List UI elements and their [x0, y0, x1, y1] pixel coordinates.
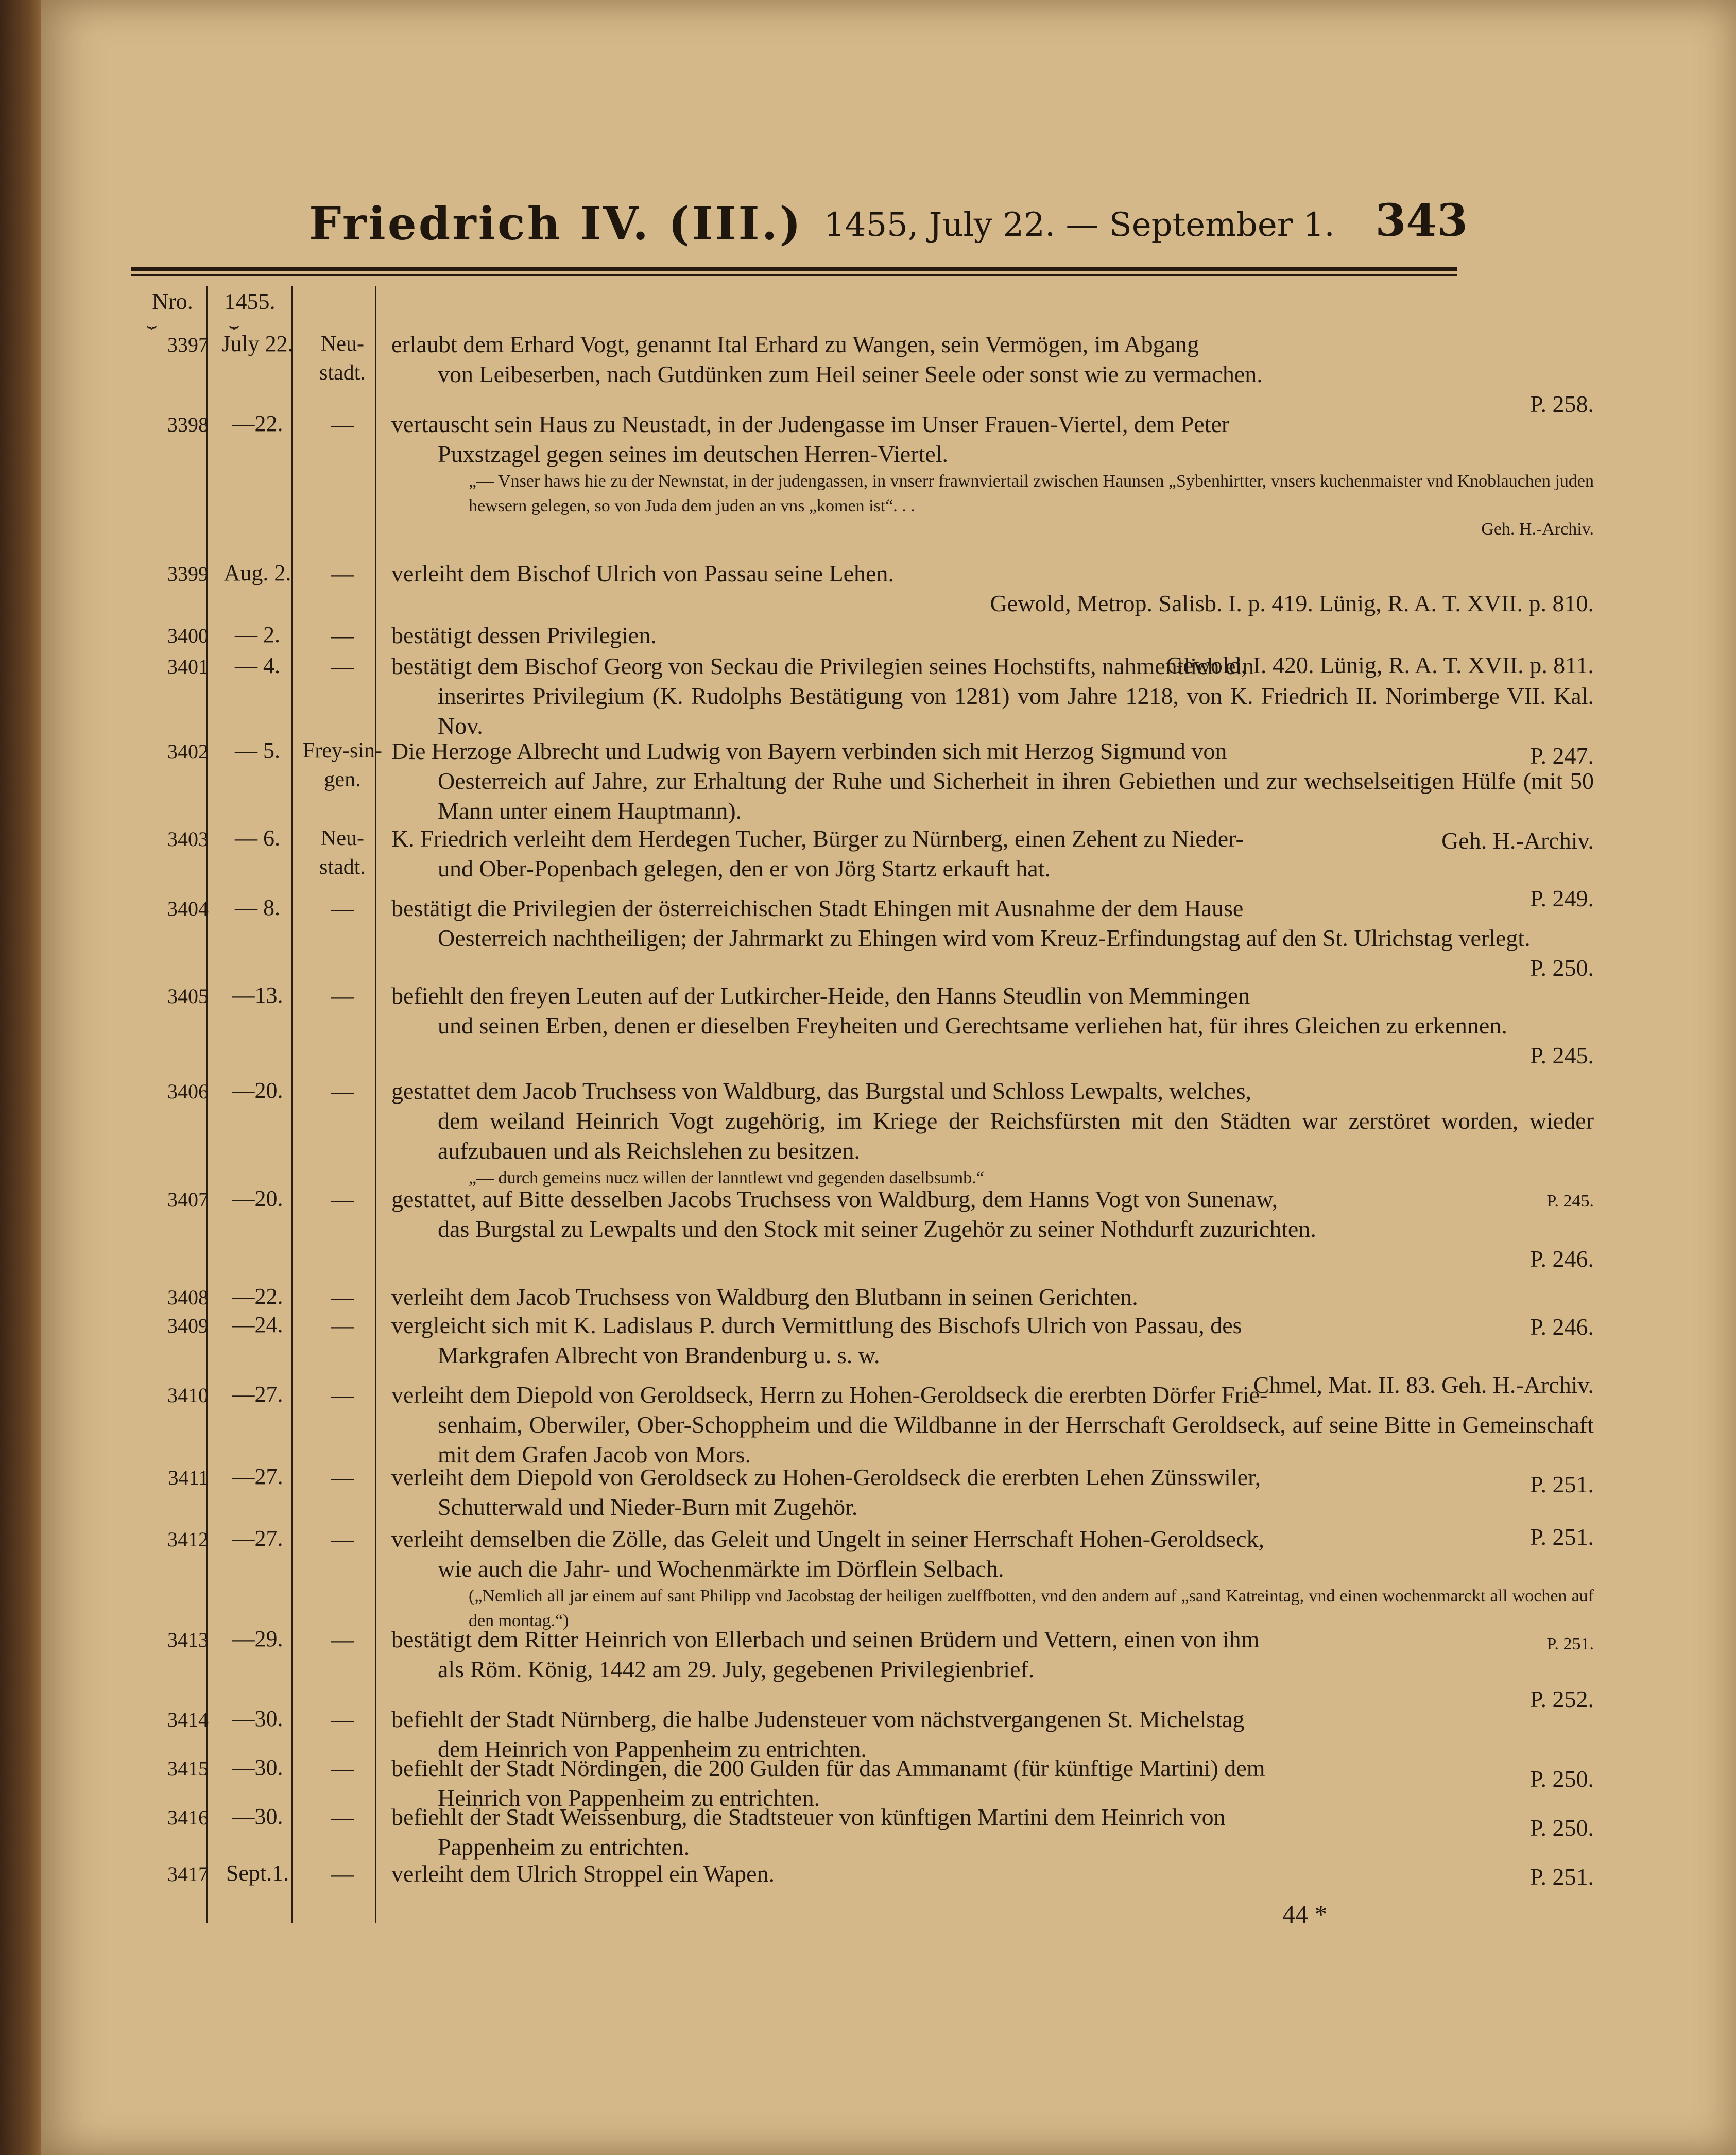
page-header	[309, 191, 1468, 257]
entry-place: —	[331, 1383, 354, 1408]
entry-text-first: befiehlt der Stadt Weissenburg, die Stadtsteuer von künftigen Martini dem Heinrich von	[391, 1804, 1226, 1830]
entry-number: 3411	[168, 1466, 209, 1489]
entry-text-continued: von Leibeserben, nach Gutdünken zum Heil seiner Seele oder sonst wie zu vermachen.	[438, 361, 1263, 387]
entry-date: — 5.	[235, 738, 280, 763]
entry-number: 3405	[167, 985, 209, 1008]
entry-date: —20.	[232, 1186, 283, 1211]
entry-text-first: befiehlt der Stadt Nürnberg, die halbe Judensteuer vom nächstvergangenen St. Michelstag	[391, 1706, 1245, 1732]
entry-text-first: bestätigt dem Ritter Heinrich von Ellerbach und seinen Brüdern und Vettern, einen von ihm	[391, 1626, 1260, 1652]
entry-text-continued: wie auch die Jahr- und Wochenmärkte im Dörflein Selbach.	[438, 1556, 1004, 1582]
entry-source: P. 250.	[1530, 955, 1594, 981]
entry-text-continued: dem Heinrich von Pappenheim zu entrichten.	[438, 1736, 867, 1762]
entry-text	[391, 893, 1594, 983]
entry-place: —	[331, 1313, 354, 1338]
entry-number: 3409	[167, 1314, 209, 1337]
entry-date: Aug. 2.	[224, 560, 291, 585]
entry-text-first: verleiht dem Bischof Ulrich von Passau seine Lehen.	[391, 560, 894, 587]
entry-text	[391, 330, 1594, 419]
entry-text-continued: Markgrafen Albrecht von Brandenburg u. s. w.	[438, 1342, 880, 1368]
entry-text-continued: als Röm. König, 1442 am 29. July, gegebenen Privilegienbrief.	[438, 1656, 1035, 1682]
entry-date: —30.	[232, 1804, 283, 1829]
entry-number: 3408	[167, 1286, 209, 1309]
entry-date: — 8.	[235, 895, 280, 920]
entry-text-first: verleiht dem Diepold von Geroldseck, Herrn zu Hohen-Geroldseck die ererbten Dörfer Frie-	[391, 1382, 1268, 1408]
entry-number: 3412	[167, 1528, 209, 1551]
entry-text-continued: Pappenheim zu entrichten.	[438, 1834, 690, 1860]
entry-number: 3399	[167, 562, 209, 585]
entry-place: —	[331, 654, 354, 679]
entry-source: P. 246.	[1530, 1314, 1594, 1340]
entry-date: Sept.1.	[226, 1860, 289, 1886]
entry-text-first: vergleicht sich mit K. Ladislaus P. durch Vermittlung des Bischofs Ulrich von Passau, des	[391, 1312, 1242, 1338]
entry-text	[391, 559, 1594, 618]
entry-number: 3415	[167, 1757, 209, 1780]
entry-number: 3400	[167, 624, 209, 647]
entry-text-first: verleiht dem Ulrich Stroppel ein Wapen.	[391, 1860, 775, 1887]
entry-place: Neu-stadt.	[319, 826, 366, 879]
entry-number: 3417	[167, 1863, 209, 1886]
entry-text-first: bestätigt die Privilegien der österreichischen Stadt Ehingen mit Ausnahme der dem Hause	[391, 895, 1244, 921]
column-header-year: 1455.	[224, 289, 276, 314]
entry-text	[391, 1859, 1594, 1889]
entry-number: 3416	[167, 1806, 209, 1829]
entry-text-continued: Heinrich von Pappenheim zu entrichten.	[438, 1785, 820, 1811]
entry-source: P. 249.	[1530, 885, 1594, 911]
entry-date: —30.	[232, 1706, 283, 1731]
entry-date: July 22.	[221, 331, 294, 356]
entry-source: P. 252.	[1530, 1686, 1594, 1712]
entry-source: P. 247.	[1530, 743, 1594, 769]
entry-number: 3410	[167, 1384, 209, 1407]
entry-number: 3413	[167, 1628, 209, 1651]
entry-place: —	[331, 1465, 354, 1490]
entry-place: Neu-stadt.	[319, 332, 366, 385]
entry-text-first: K. Friedrich verleiht dem Herdegen Tucher, Bürger zu Nürnberg, einen Zehent zu Nieder-	[391, 825, 1244, 852]
entry-place: —	[331, 561, 354, 587]
entry-source: Geh. H.-Archiv.	[1441, 827, 1594, 854]
entry-place: —	[331, 623, 354, 648]
entry-text	[391, 1625, 1594, 1714]
entry-text-first: bestätigt dessen Privilegien.	[391, 622, 657, 648]
entry-text-first: verleiht dem Jacob Truchsess von Waldburg den Blutbann in seinen Gerichten.	[391, 1284, 1138, 1310]
entry-number: 3403	[167, 827, 209, 851]
entry-text-continued: Oesterreich auf Jahre, zur Erhaltung der Ruhe und Sicherheit in ihren Gebiethen und zur wechselseitigen Hülfe (mit 50 Mann unter einem Hauptmann).	[438, 768, 1594, 824]
entry-date: — 2.	[235, 622, 280, 647]
book-spine	[0, 0, 41, 2155]
entry-text-first: verleiht dem Diepold von Geroldseck zu Hohen-Geroldseck die ererbten Lehen Zünsswiler,	[391, 1464, 1261, 1490]
entry-source: P. 251.	[1530, 1471, 1594, 1497]
header-rule-thick	[131, 267, 1457, 271]
entry-text-continued: und Ober-Popenbach gelegen, den er von Jörg Startz erkauft hat.	[438, 855, 1051, 882]
entry-text-first: vertauscht sein Haus zu Neustadt, in der Judengasse im Unser Frauen-Viertel, dem Peter	[391, 411, 1230, 437]
entry-number: 3402	[167, 740, 209, 763]
entry-place: Frey-sin-gen.	[303, 739, 382, 791]
entry-date: —24.	[232, 1312, 283, 1337]
page-title: Friedrich IV. (III.)	[309, 197, 803, 250]
entry-source: P. 251.	[1530, 1524, 1594, 1550]
entry-text-first: befiehlt den freyen Leuten auf der Lutkircher-Heide, den Hanns Steudlin von Memmingen	[391, 982, 1250, 1009]
entry-text-continued: inserirtes Privilegium (K. Rudolphs Bestätigung von 1281) vom Jahre 1218, von K. Friedrich II. Norimberge VII. Kal. Nov.	[438, 683, 1594, 739]
entry-place: —	[331, 984, 354, 1009]
entry-date: —13.	[232, 982, 283, 1008]
entry-text-first: gestattet, auf Bitte desselben Jacobs Truchsess von Waldburg, dem Hanns Vogt von Sunenaw,	[391, 1186, 1278, 1212]
entry-place: —	[331, 1285, 354, 1310]
entry-text-continued: und seinen Erben, denen er dieselben Freyheiten und Gerechtsame verliehen hat, für ihres Gleichen zu erkennen.	[438, 1012, 1507, 1039]
entry-date: —22.	[232, 1284, 283, 1309]
entry-source: P. 251.	[1530, 1864, 1594, 1890]
entry-date: —22.	[232, 411, 283, 436]
entry-source: Gewold, Metrop. Salisb. I. p. 419. Lünig, R. A. T. XVII. p. 810.	[990, 590, 1594, 616]
entry-place: —	[331, 1805, 354, 1830]
page-date-range: 1455, July 22. — September 1.	[824, 206, 1335, 244]
entry-quote-source: P. 251.	[1546, 1634, 1594, 1653]
entry-text-continued: senhaim, Oberwiler, Ober-Schoppheim und die Wildbanne in der Herrschaft Geroldseck, auf seine Bitte in Gemeinschaft mit dem Grafen Jacob von Mors.	[438, 1411, 1594, 1468]
entry-date: — 6.	[235, 825, 280, 851]
column-header-nro: Nro.	[152, 289, 193, 314]
entry-number: 3404	[167, 897, 209, 920]
entry-number: 3397	[167, 333, 209, 356]
entry-text-first: befiehlt der Stadt Nördingen, die 200 Gulden für das Ammanamt (für künftige Martini) dem	[391, 1755, 1265, 1781]
entry-text	[391, 981, 1594, 1071]
entry-text-first: erlaubt dem Erhard Vogt, genannt Ital Erhard zu Wangen, sein Vermögen, im Abgang	[391, 331, 1199, 357]
entry-place: —	[331, 1707, 354, 1732]
entry-text-continued: das Burgstal zu Lewpalts und den Stock mit seiner Zugehör zu seiner Nothdurft zuzurichten.	[438, 1216, 1316, 1242]
page-number: 343	[1375, 195, 1468, 247]
entry-place: —	[331, 1187, 354, 1212]
entry-source: P. 245.	[1530, 1042, 1594, 1068]
entry-text-continued: Puxstzagel gegen seines im deutschen Herren-Viertel.	[438, 441, 948, 467]
header-rule-thin	[131, 274, 1457, 276]
entry-date: —27.	[232, 1464, 283, 1489]
entry-number: 3406	[167, 1080, 209, 1103]
entry-place: —	[331, 1527, 354, 1552]
entry-date: —27.	[232, 1526, 283, 1551]
entry-date: —29.	[232, 1626, 283, 1651]
entry-number: 3407	[167, 1188, 209, 1211]
entry-text-first: bestätigt dem Bischof Georg von Seckau die Privilegien seines Hochstifts, nahmentlich ein	[391, 653, 1254, 679]
brace-decoration: ⏟	[147, 309, 157, 329]
entry-date: —20.	[232, 1078, 283, 1103]
entry-source: P. 246.	[1530, 1246, 1594, 1272]
entry-quote: („Nemlich all jar einem auf sant Philipp vnd Jacobstag der heiligen zuelffbotten, vnd den andern auf „sand Katreintag, vnd einen wochenmarckt all wochen auf den montag.“)	[469, 1587, 1594, 1630]
entry-place: —	[331, 1861, 354, 1887]
entry-source: P. 250.	[1530, 1766, 1594, 1792]
entry-quote: „— durch gemeins nucz willen der lanntlewt vnd gegenden daselbsumb.“	[469, 1168, 984, 1187]
entry-quote-source: P. 245.	[1546, 1192, 1594, 1211]
entry-date: —27.	[232, 1382, 283, 1407]
entry-text-first: verleiht demselben die Zölle, das Geleit und Ungelt in seiner Herrschaft Hohen-Geroldseck,	[391, 1526, 1265, 1552]
entry-text-first: gestattet dem Jacob Truchsess von Waldburg, das Burgstal und Schloss Lewpalts, welches,	[391, 1078, 1252, 1104]
entry-source: P. 258.	[1530, 391, 1594, 417]
entry-number: 3401	[167, 655, 209, 678]
entry-place: —	[331, 1079, 354, 1104]
entry-text-continued: dem weiland Heinrich Vogt zugehörig, im Kriege der Reichsfürsten mit den Städten war zerstöret worden, wieder aufzubauen und als Reichslehen zu besitzen.	[438, 1108, 1594, 1164]
entry-quote-source: Geh. H.-Archiv.	[1481, 520, 1594, 539]
signature-mark: 44 *	[1282, 1900, 1328, 1928]
entry-text-continued: Oesterreich nachtheiligen; der Jahrmarkt zu Ehingen wird vom Kreuz-Erfindungstag auf den St. Ulrichstag verlegt.	[438, 925, 1531, 951]
entry-date: — 4.	[235, 653, 280, 678]
entry-text-first: Die Herzoge Albrecht und Ludwig von Bayern verbinden sich mit Herzog Sigmund von	[391, 738, 1227, 764]
entry-text	[391, 409, 1594, 540]
entry-place: —	[331, 1756, 354, 1781]
entry-date: —30.	[232, 1755, 283, 1780]
entry-source: Chmel, Mat. II. 83. Geh. H.-Archiv.	[1253, 1372, 1594, 1398]
entry-text	[391, 1184, 1594, 1274]
entry-source: Gewold, I. 420. Lünig, R. A. T. XVII. p. 811.	[1166, 652, 1594, 678]
entry-quote: „— Vnser haws hie zu der Newnstat, in der judengassen, in vnserr frawnviertail zwischen Haunsen „Sybenhirtter, vnsers kuchenmaister vnd Knoblauchen juden hewsern gelegen, so von Juda dem juden an vns „komen ist“. . .	[469, 472, 1594, 515]
entry-source: P. 250.	[1530, 1815, 1594, 1841]
brace-decoration: ⏟	[229, 309, 239, 329]
entry-text-continued: Schutterwald und Nieder-Burn mit Zugehör.	[438, 1494, 858, 1520]
entry-place: —	[331, 896, 354, 921]
entry-number: 3414	[167, 1708, 209, 1731]
entry-number: 3398	[167, 413, 209, 436]
entry-place: —	[331, 1627, 354, 1652]
entry-place: —	[331, 412, 354, 437]
